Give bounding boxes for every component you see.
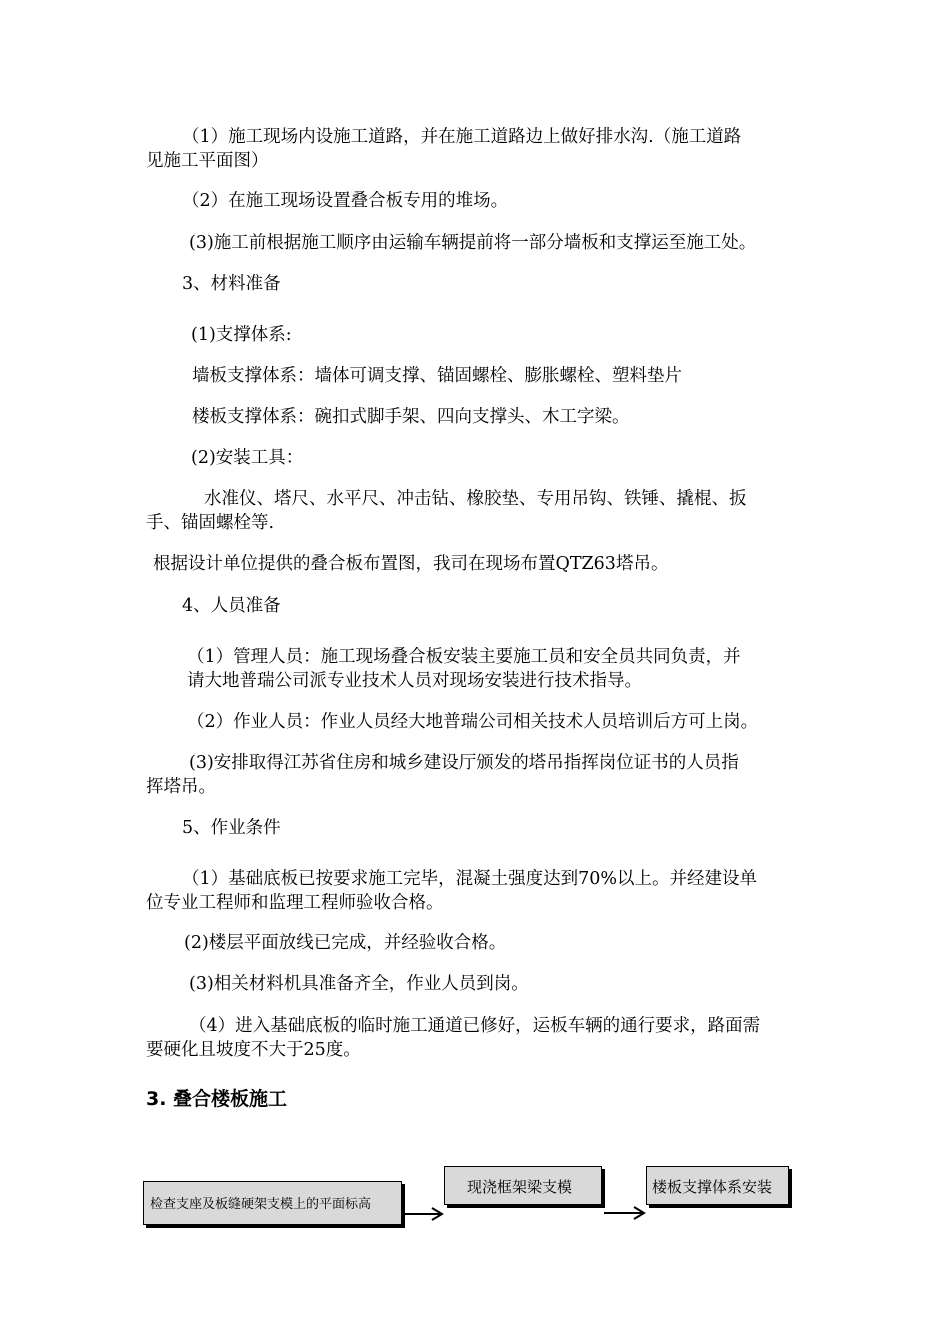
flow-arrow-1	[402, 1206, 446, 1222]
flow-step-1-label: 检查支座及板缝硬架支模上的平面标高	[150, 1197, 372, 1212]
p18-line1: (3)相关材料机具准备齐全，作业人员到岗。	[189, 974, 529, 994]
flow-step-2	[444, 1166, 602, 1205]
flow-step-3	[646, 1166, 789, 1205]
p19-line1: （4）进入基础底板的临时施工通道已修好，运板车辆的通行要求，路面需	[189, 1016, 761, 1036]
p16-line1: （1）基础底板已按要求施工完毕，混凝土强度达到70%以上。并经建设单	[182, 869, 758, 889]
p2-line1: （2）在施工现场设置叠合板专用的堆场。	[182, 191, 509, 211]
p19-line2: 要硬化且坡度不大于25度。	[146, 1040, 361, 1060]
subheading-personnel: 4、人员准备	[182, 596, 281, 616]
p17-line1: (2)楼层平面放线已完成，并经验收合格。	[184, 933, 507, 953]
subheading-materials: 3、材料准备	[182, 274, 281, 294]
p13-line1: （2）作业人员：作业人员经大地普瑞公司相关技术人员培训后方可上岗。	[187, 712, 759, 732]
flow-step-2-label: 现浇框架梁支模	[467, 1178, 573, 1196]
p9-line2: 手、锚固螺栓等.	[146, 513, 275, 533]
subheading-conditions: 5、作业条件	[182, 818, 281, 838]
p12-line1: （1）管理人员：施工现场叠合板安装主要施工员和安全员共同负责，并	[187, 647, 741, 667]
p7-line1: 楼板支撑体系：碗扣式脚手架、四向支撑头、木工字梁。	[192, 407, 630, 427]
flow-step-1	[143, 1181, 402, 1225]
p1-line1: （1）施工现场内设施工道路，并在施工道路边上做好排水沟.（施工道路	[182, 127, 742, 147]
p3-line1: (3)施工前根据施工顺序由运输车辆提前将一部分墙板和支撑运至施工处。	[189, 233, 757, 253]
flow-step-3-label: 楼板支撑体系安装	[652, 1178, 773, 1196]
p5-line1: (1)支撑体系:	[191, 325, 292, 345]
p1-line2: 见施工平面图）	[146, 151, 269, 171]
p6-line1: 墙板支撑体系：墙体可调支撑、锚固螺栓、膨胀螺栓、塑料垫片	[192, 366, 682, 386]
flow-arrow-2	[604, 1205, 648, 1221]
p10-line1: 根据设计单位提供的叠合板布置图，我司在现场布置QTZ63塔吊。	[153, 554, 669, 574]
p16-line2: 位专业工程师和监理工程师验收合格。	[146, 893, 444, 913]
p14-line2: 挥塔吊。	[146, 777, 216, 797]
p12-line2: 请大地普瑞公司派专业技术人员对现场安装进行技术指导。	[187, 671, 642, 691]
section-heading: 3. 叠合楼板施工	[146, 1088, 288, 1110]
p8-line1: (2)安装工具：	[191, 448, 304, 468]
p14-line1: (3)安排取得江苏省住房和城乡建设厅颁发的塔吊指挥岗位证书的人员指	[189, 753, 739, 773]
p9-line1: 水准仪、塔尺、水平尺、冲击钻、橡胶垫、专用吊钩、铁锤、撬棍、扳	[204, 489, 747, 509]
